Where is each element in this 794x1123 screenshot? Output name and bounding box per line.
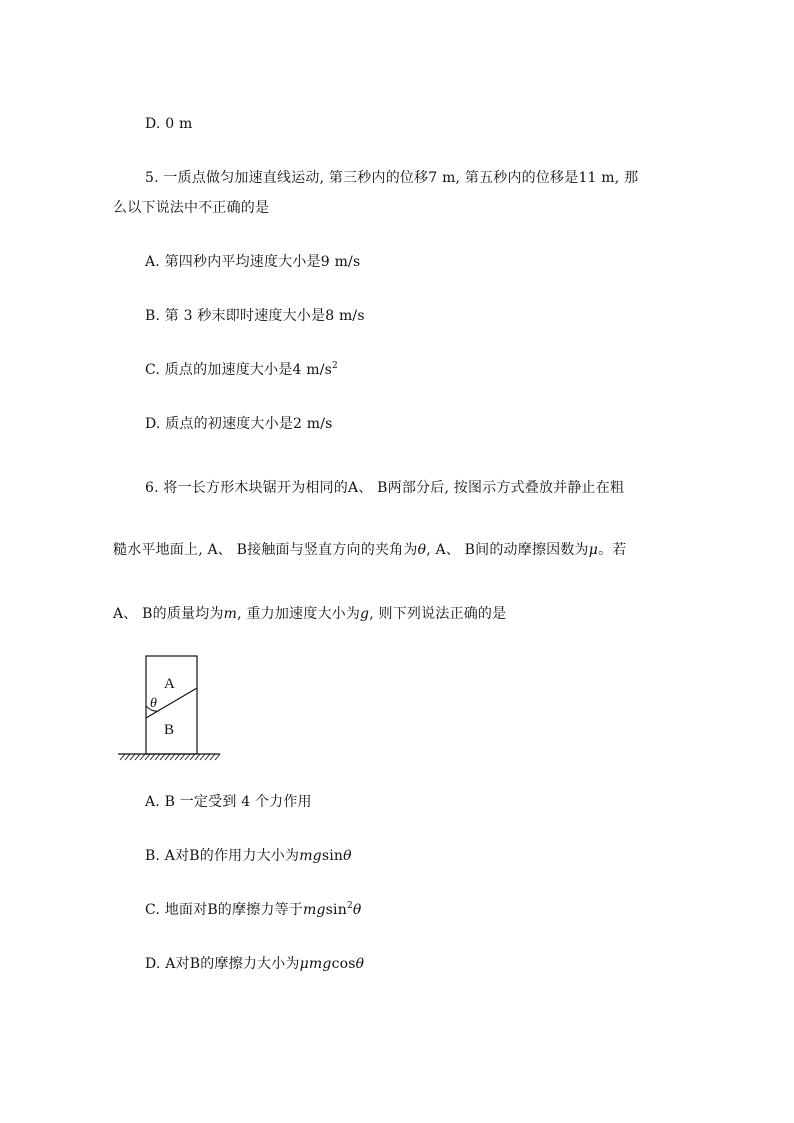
q6-option-c-math: mg bbox=[303, 902, 326, 918]
label-b: B bbox=[164, 722, 175, 738]
q6-stem-line1: 6. 将一长方形木块锯开为相同的A、 B两部分后, 按图示方式叠放并静止在粗 bbox=[145, 480, 625, 496]
q6-line3-a: A、 B的质量均为 bbox=[113, 606, 224, 622]
q5-stem-line1: 5. 一质点做匀加速直线运动, 第三秒内的位移7 m, 第五秒内的位移是11 m, 那 bbox=[145, 170, 639, 186]
q6-line2-c: 。若 bbox=[598, 542, 627, 558]
q6-option-c-sup: 2 bbox=[346, 901, 353, 911]
q6-option-d-fn: cos bbox=[331, 956, 356, 972]
q5-option-a: A. 第四秒内平均速度大小是9 m/s bbox=[145, 254, 361, 270]
q6-line2-b: , A、 B间的动摩擦因数为 bbox=[426, 542, 589, 558]
q6-line3-c: , 则下列说法正确的是 bbox=[369, 606, 507, 622]
q6-option-b-fn: sin bbox=[321, 848, 344, 864]
ground-hatching bbox=[120, 754, 220, 760]
q6-line2-a: 糙水平地面上, A、 B接触面与竖直方向的夹角为 bbox=[113, 542, 418, 558]
q6-gravity: g bbox=[360, 606, 370, 622]
q6-option-c bbox=[145, 900, 362, 920]
q6-option-c-var: θ bbox=[352, 902, 362, 918]
q5-option-c bbox=[145, 360, 338, 380]
q5-option-b: B. 第 3 秒末即时速度大小是8 m/s bbox=[145, 308, 365, 324]
q6-option-c-fn: sin bbox=[325, 902, 347, 918]
q5-option-c-text: C. 质点的加速度大小是4 m/s bbox=[145, 362, 333, 378]
q4-option-d: D. 0 m bbox=[145, 116, 193, 132]
q6-line3-b: , 重力加速度大小为 bbox=[237, 606, 361, 622]
q6-option-a: A. B 一定受到 4 个力作用 bbox=[145, 794, 312, 810]
q6-option-b-math: mg bbox=[299, 848, 322, 864]
q5-option-c-sup: 2 bbox=[332, 361, 338, 371]
q6-option-d-text: D. A对B的摩擦力大小为 bbox=[145, 956, 300, 972]
q5-option-d: D. 质点的初速度大小是2 m/s bbox=[145, 416, 333, 432]
blocks-figure bbox=[114, 652, 224, 766]
q6-option-d-var: θ bbox=[355, 956, 365, 972]
q6-stem-line3 bbox=[113, 604, 506, 624]
q6-option-b-var: θ bbox=[343, 848, 352, 864]
q6-stem-line2 bbox=[113, 540, 626, 560]
q6-theta: θ bbox=[417, 542, 427, 558]
q6-option-d-math: μmg bbox=[299, 956, 332, 972]
q6-option-b-text: B. A对B的作用力大小为 bbox=[145, 848, 300, 864]
q5-stem-line2: 么以下说法中不正确的是 bbox=[113, 200, 270, 216]
label-theta: θ bbox=[150, 696, 157, 711]
q6-option-c-text: C. 地面对B的摩擦力等于 bbox=[145, 902, 304, 918]
q6-option-d bbox=[145, 954, 364, 974]
label-a: A bbox=[164, 676, 175, 692]
q6-mu: μ bbox=[588, 542, 599, 558]
q6-option-b bbox=[145, 846, 352, 866]
q6-mass: m bbox=[223, 606, 238, 622]
